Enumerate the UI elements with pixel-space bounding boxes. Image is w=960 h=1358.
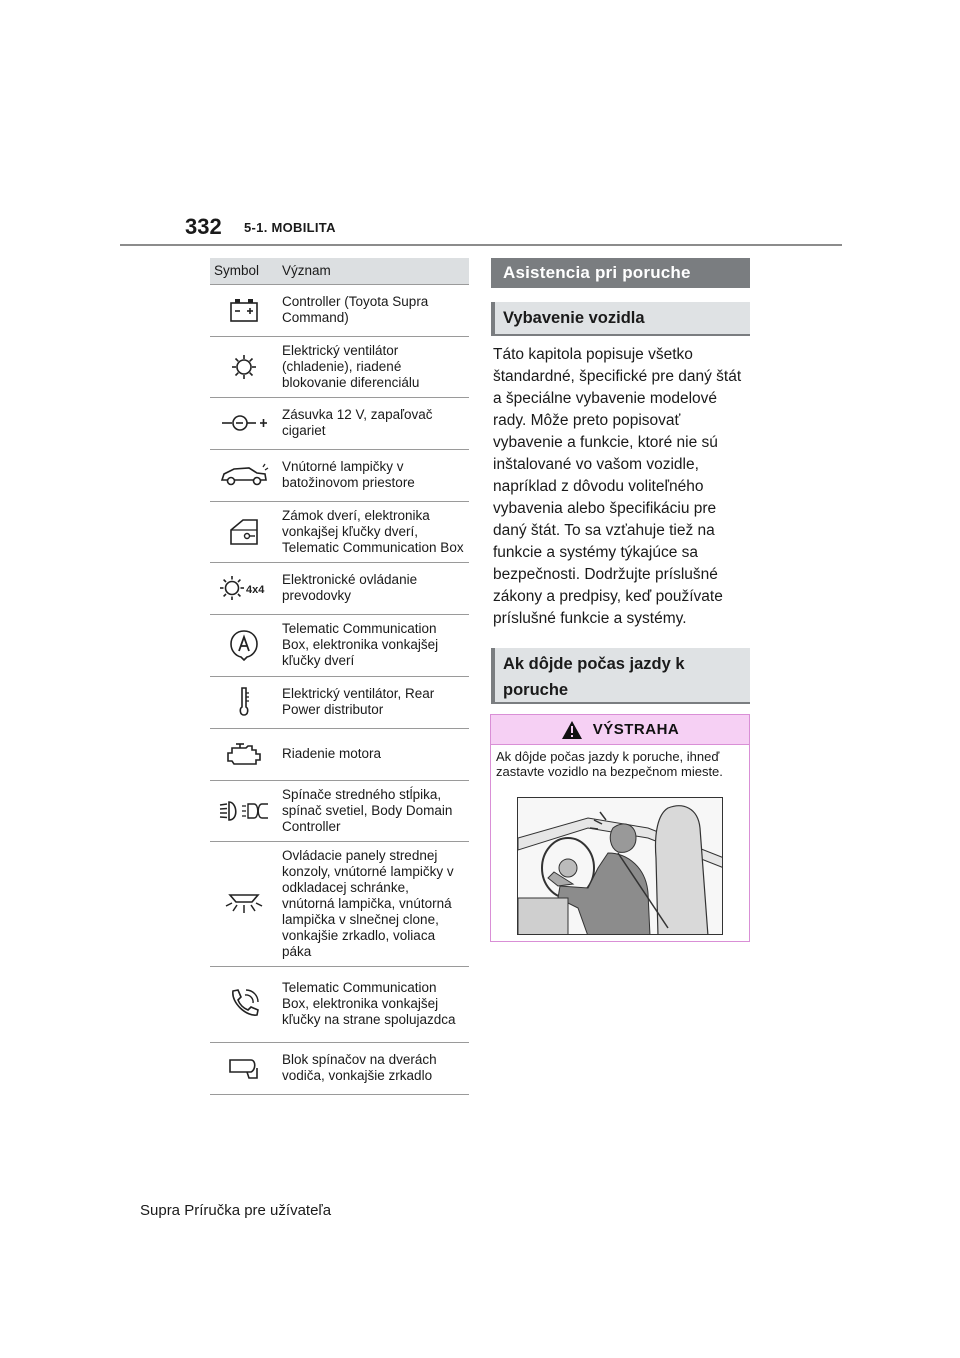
- subheading-vehicle-equipment: Vybavenie vozidla: [491, 302, 750, 336]
- fuse-symbol-table: [210, 258, 469, 1095]
- table-cell-meaning: Zásuvka 12 V, zapaľovač cigariet: [278, 397, 469, 449]
- footer-manual-title: Supra Príručka pre užívateľa: [140, 1202, 332, 1219]
- table-cell-meaning: Telematic Communication Box, elektronika vonkajšej kľučky dverí: [278, 614, 469, 676]
- fan-gear-icon: [210, 336, 278, 397]
- table-cell-meaning: Elektrický ventilátor, Rear Power distributor: [278, 676, 469, 728]
- table-row: [210, 966, 469, 1042]
- table-cell-meaning: Riadenie motora: [278, 728, 469, 780]
- table-row: [210, 780, 469, 841]
- table-cell-meaning: Blok spínačov na dverách vodiča, vonkajšie zrkadlo: [278, 1042, 469, 1094]
- table-cell-meaning: Elektronické ovládanie prevodovky: [278, 562, 469, 614]
- socket-12v-icon: [210, 397, 278, 449]
- table-cell-meaning: Vnútorné lampičky v batožinovom priestore: [278, 449, 469, 501]
- table-row: [210, 728, 469, 780]
- svg-text:4x4: 4x4: [246, 584, 265, 596]
- engine-icon: [210, 728, 278, 780]
- table-row: [210, 614, 469, 676]
- table-row: [210, 841, 469, 966]
- chapter-banner: Asistencia pri poruche: [491, 258, 750, 288]
- mirror-switch-icon: [210, 1042, 278, 1094]
- thermometer-icon: [210, 676, 278, 728]
- car-trunk-light-icon: [210, 449, 278, 501]
- table-header-row: [210, 258, 469, 284]
- table-row: [210, 336, 469, 397]
- table-cell-meaning: Spínače stredného stĺpika, spínač svetiel, Body Domain Controller: [278, 780, 469, 841]
- table-row: [210, 284, 469, 336]
- table-cell-meaning: Elektrický ventilátor (chladenie), riadené blokovanie diferenciálu: [278, 336, 469, 397]
- warning-header: [491, 715, 749, 745]
- assist-a-icon: [210, 614, 278, 676]
- phone-call-icon: [210, 966, 278, 1042]
- table-row: [210, 501, 469, 562]
- warning-triangle-icon: [561, 720, 583, 740]
- body-paragraph: Táto kapitola popisuje všetko štandardné, špecifické pre daný štát a špeciálne vybavenie modelové rady. Môže preto popisovať vybavenie a funkcie, ktoré nie sú inštalované vo vašom vozidle, napríklad z dôvodu voliteľného vybavenia alebo špecifikáciu pre daný štát. To sa vzťahuje tiež na funkcie a systémy týkajúce sa bezpečnosti. Dodržujte príslušné zákony a predpisy, keď používate príslušné funkcie a systémy.: [493, 346, 742, 627]
- column-header-symbol: Symbol: [210, 258, 278, 284]
- subheading-breakdown: Ak dôjde počas jazdy k poruche: [491, 648, 750, 704]
- table-cell-meaning: Telematic Communication Box, elektronika vonkajšej kľučky na strane spolujazdca: [278, 966, 469, 1042]
- warning-title: VÝSTRAHA: [592, 721, 680, 738]
- door-lock-icon: [210, 501, 278, 562]
- driver-airbag-illustration: [517, 797, 723, 935]
- 4x4-gear-icon: [210, 562, 278, 614]
- table-row: [210, 449, 469, 501]
- section-title: 5-1. MOBILITA: [244, 220, 336, 235]
- page-number: 332: [185, 214, 222, 239]
- header-rule: [120, 244, 842, 246]
- table-row: [210, 562, 469, 614]
- warning-text: Ak dôjde počas jazdy k poruche, ihneď zastavte vozidlo na bezpečnom mieste.: [496, 749, 723, 779]
- battery-controller-icon: [210, 284, 278, 336]
- table-row: [210, 397, 469, 449]
- table-row: [210, 676, 469, 728]
- column-header-meaning: Význam: [278, 258, 469, 284]
- table-cell-meaning: Ovládacie panely strednej konzoly, vnútorné lampičky v odkladacej schránke, vnútorná lampička, vnútorná lampička v slnečnej clone, vonkajšie zrkadlo, voliaca páka: [278, 841, 469, 966]
- table-cell-meaning: Zámok dverí, elektronika vonkajšej kľučky dverí, Telematic Communication Box: [278, 501, 469, 562]
- table-cell-meaning: Controller (Toyota Supra Command): [278, 284, 469, 336]
- dome-light-icon: [210, 841, 278, 966]
- headlight-icon: [210, 780, 278, 841]
- warning-box: [490, 714, 750, 942]
- table-row: [210, 1042, 469, 1094]
